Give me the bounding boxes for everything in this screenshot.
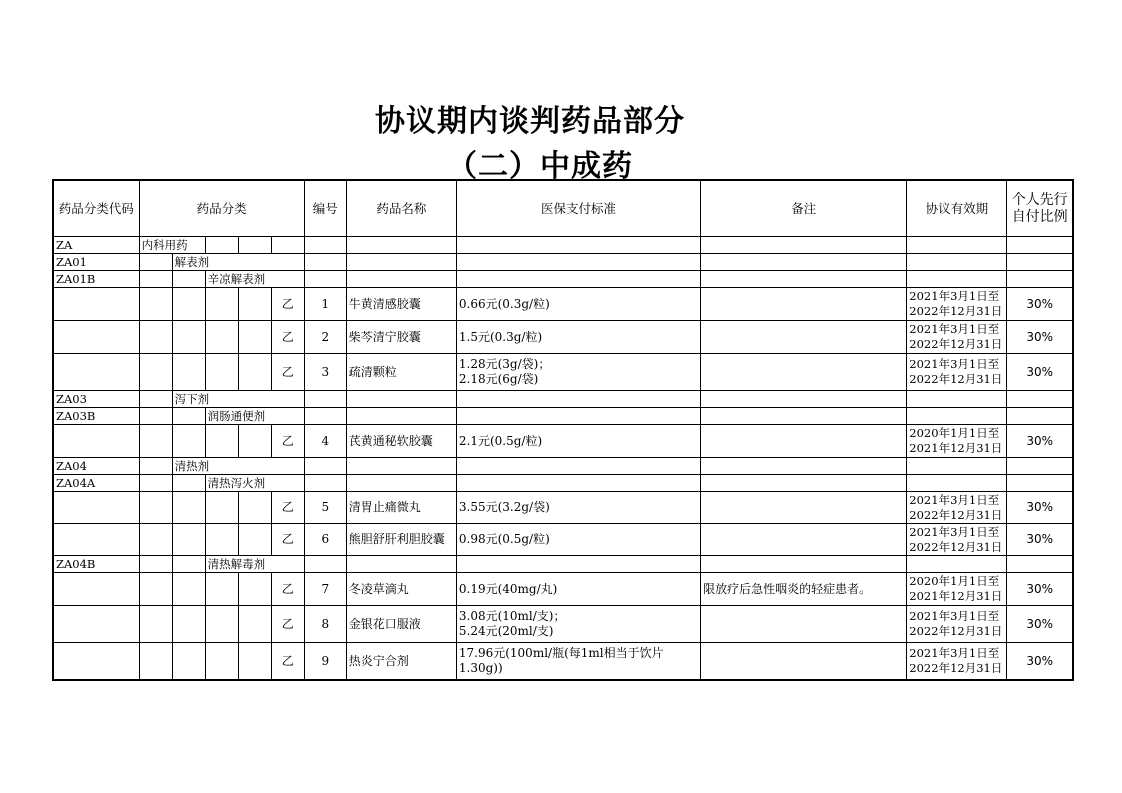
drug-num: 2 [304,321,346,354]
table-row [53,573,1073,606]
drug-validity: 2021年3月1日至 2022年12月31日 [907,643,1007,681]
drug-validity: 2020年1月1日至 2021年12月31日 [907,425,1007,458]
category-label: 清热剂 [172,458,304,475]
drug-standard: 0.66元(0.3g/粒) [456,288,700,321]
drug-standard: 1.5元(0.3g/粒) [456,321,700,354]
drug-ratio: 30% [1007,573,1073,606]
drug-note: 限放疗后急性咽炎的轻症患者。 [701,573,907,606]
category-row [53,458,1073,475]
drug-note [701,606,907,643]
category-code: ZA03B [53,408,139,425]
header-validity: 协议有效期 [907,180,1007,237]
drug-validity: 2021年3月1日至 2022年12月31日 [907,354,1007,391]
category-row [53,475,1073,492]
drug-note [701,643,907,681]
drug-validity: 2020年1月1日至 2021年12月31日 [907,573,1007,606]
table-row [53,643,1073,681]
category-row [53,408,1073,425]
drug-standard: 0.98元(0.5g/粒) [456,524,700,556]
drug-num: 8 [304,606,346,643]
document-subtitle: （二）中成药 [447,149,633,184]
category-code: ZA03 [53,391,139,408]
drug-type: 乙 [271,606,304,643]
drug-name: 金银花口服液 [346,606,456,643]
category-label: 清热泻火剂 [205,475,304,492]
category-label: 解表剂 [172,254,304,271]
category-row [53,271,1073,288]
table-row [53,425,1073,458]
table-header-row [53,180,1073,237]
category-code: ZA04 [53,458,139,475]
drug-note [701,492,907,524]
drug-note [701,524,907,556]
category-code: ZA01B [53,271,139,288]
header-standard: 医保支付标准 [456,180,700,237]
drug-standard: 3.55元(3.2g/袋) [456,492,700,524]
category-code: ZA04B [53,556,139,573]
header-category: 药品分类 [139,180,304,237]
drug-validity: 2021年3月1日至 2022年12月31日 [907,492,1007,524]
drug-note [701,321,907,354]
drug-name: 疏清颗粒 [346,354,456,391]
drug-ratio: 30% [1007,288,1073,321]
table-row [53,524,1073,556]
table-row [53,606,1073,643]
drug-standard: 1.28元(3g/袋)； 2.18元(6g/袋) [456,354,700,391]
drug-num: 7 [304,573,346,606]
category-label: 内科用药 [139,237,205,254]
drug-name: 冬凌草滴丸 [346,573,456,606]
category-code: ZA04A [53,475,139,492]
drug-name: 芪黄通秘软胶囊 [346,425,456,458]
drug-num: 5 [304,492,346,524]
drug-ratio: 30% [1007,606,1073,643]
table-row [53,354,1073,391]
drug-ratio: 30% [1007,524,1073,556]
category-label: 辛凉解表剂 [205,271,304,288]
drug-name: 柴芩清宁胶囊 [346,321,456,354]
drug-ratio: 30% [1007,425,1073,458]
category-label: 润肠通便剂 [205,408,304,425]
drug-name: 热炎宁合剂 [346,643,456,681]
header-code: 药品分类代码 [53,180,139,237]
drug-note [701,354,907,391]
drug-validity: 2021年3月1日至 2022年12月31日 [907,524,1007,556]
drug-ratio: 30% [1007,321,1073,354]
drug-type: 乙 [271,425,304,458]
drug-name: 清胃止痛微丸 [346,492,456,524]
drug-standard: 2.1元(0.5g/粒) [456,425,700,458]
drug-name: 熊胆舒肝利胆胶囊 [346,524,456,556]
document-title: 协议期内谈判药品部分 [375,104,685,139]
drug-ratio: 30% [1007,492,1073,524]
drug-type: 乙 [271,354,304,391]
drug-type: 乙 [271,288,304,321]
drug-num: 1 [304,288,346,321]
drug-validity: 2021年3月1日至 2022年12月31日 [907,288,1007,321]
category-code: ZA01 [53,254,139,271]
drug-type: 乙 [271,492,304,524]
drug-standard: 0.19元(40mg/丸) [456,573,700,606]
category-label: 泻下剂 [172,391,304,408]
drug-validity: 2021年3月1日至 2022年12月31日 [907,321,1007,354]
category-row [53,254,1073,271]
drug-num: 3 [304,354,346,391]
drug-name: 牛黄清感胶囊 [346,288,456,321]
drug-type: 乙 [271,321,304,354]
drug-validity: 2021年3月1日至 2022年12月31日 [907,606,1007,643]
drug-ratio: 30% [1007,354,1073,391]
drug-num: 6 [304,524,346,556]
drug-num: 4 [304,425,346,458]
drug-type: 乙 [271,573,304,606]
drug-num: 9 [304,643,346,681]
drug-note [701,425,907,458]
category-row [53,391,1073,408]
drug-table [52,179,1074,681]
drug-type: 乙 [271,643,304,681]
header-num: 编号 [304,180,346,237]
drug-standard: 17.96元(100ml/瓶(每1ml相当于饮片 1.30g)) [456,643,700,681]
drug-ratio: 30% [1007,643,1073,681]
header-note: 备注 [701,180,907,237]
category-row [53,237,1073,254]
category-row [53,556,1073,573]
category-code: ZA [53,237,139,254]
drug-type: 乙 [271,524,304,556]
category-label: 清热解毒剂 [205,556,304,573]
table-row [53,288,1073,321]
header-name: 药品名称 [346,180,456,237]
table-row [53,492,1073,524]
drug-standard: 3.08元(10ml/支)； 5.24元(20ml/支) [456,606,700,643]
header-ratio: 个人先行自付比例 [1007,180,1073,237]
table-row [53,321,1073,354]
drug-note [701,288,907,321]
